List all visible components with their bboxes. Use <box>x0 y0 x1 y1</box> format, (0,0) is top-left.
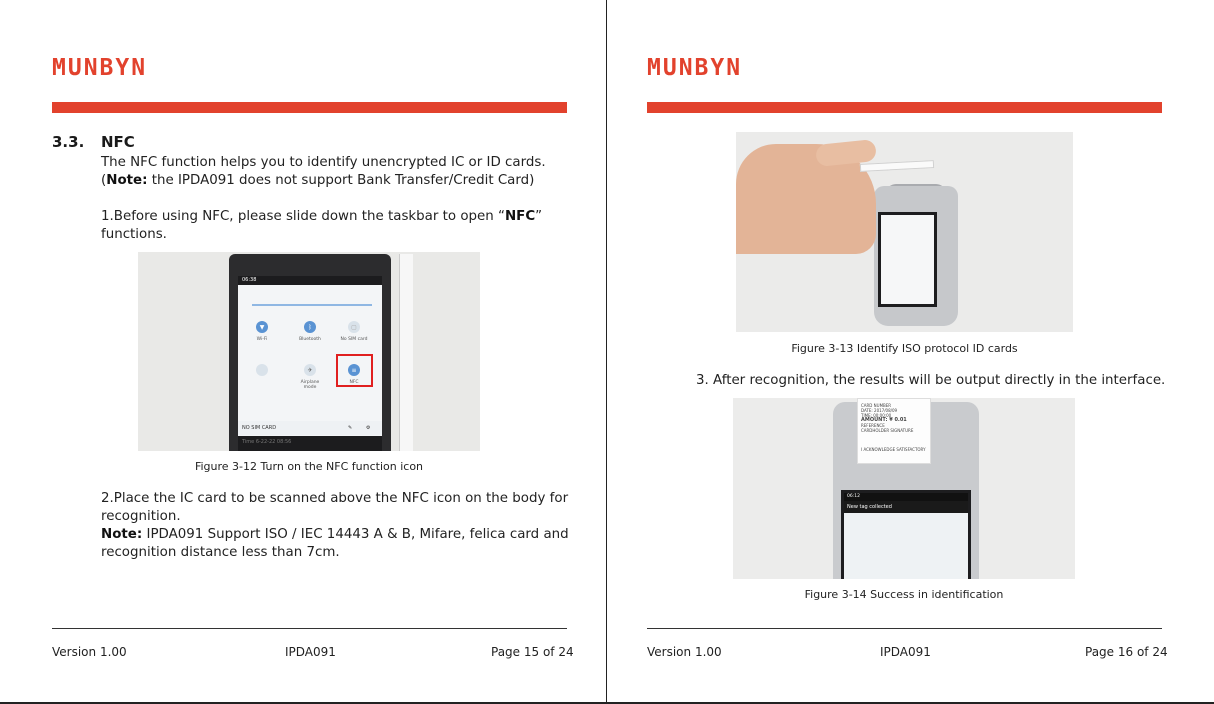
intro-line: The NFC function helps you to identify unencrypted IC or ID cards. <box>101 155 546 170</box>
tile-label: NFC <box>349 380 359 385</box>
sim-status <box>238 421 382 435</box>
flashlight-icon <box>256 364 268 376</box>
caption-3-13: Figure 3-13 Identify ISO protocol ID cards <box>791 342 1018 355</box>
nfc-icon: ≡ <box>348 364 360 376</box>
receipt-line: DATE: 2017/08/09 <box>861 408 898 413</box>
footer-rule <box>647 628 1162 629</box>
tile-label: No SIM card <box>340 337 368 342</box>
page-spine <box>606 0 607 704</box>
tablet-edge <box>399 254 413 451</box>
footer-page: Page 15 of 24 <box>491 645 574 659</box>
note-label: Note: <box>101 527 143 542</box>
step1-bold: NFC <box>504 209 536 224</box>
brand-logo: MUNBYN <box>647 55 743 81</box>
printed-receipt <box>857 398 931 464</box>
intro-paragraph <box>101 154 571 190</box>
receipt-line: CARD NUMBER <box>861 403 892 408</box>
status-bar: 06:38 <box>238 276 382 285</box>
sim-icon: ▢ <box>348 321 360 333</box>
step1-end: ” functions. <box>101 209 543 242</box>
receipt-amount: AMOUNT: ¥ 0.01 <box>861 417 907 423</box>
footer-model: IPDA091 <box>285 645 336 659</box>
pencil-icon: ✎ <box>348 425 353 431</box>
device-screen <box>878 212 937 307</box>
figure-3-12 <box>138 252 480 451</box>
wifi-icon: ▼ <box>256 321 268 333</box>
step3-paragraph: 3. After recognition, the results will be output directly in the interface. <box>696 373 1166 388</box>
section-title: NFC <box>101 133 135 151</box>
paren: ( <box>101 173 107 188</box>
header-bar <box>647 102 1162 113</box>
gear-icon: ⚙ <box>366 425 371 431</box>
receipt-line: I ACKNOWLEDGE SATISFACTORY <box>861 447 926 452</box>
screen-title: New tag collected <box>844 501 968 513</box>
nfc-highlight-box <box>336 354 373 387</box>
step2-paragraph <box>101 490 571 562</box>
note-label: Note: <box>106 173 148 188</box>
step2-text: 2.Place the IC card to be scanned above the NFC icon on the body for recognition. <box>101 491 569 524</box>
tile-bluetooth <box>294 321 326 342</box>
footer-version: Version 1.00 <box>647 645 722 659</box>
receipt-line: REFERENCE <box>861 423 885 428</box>
tile-airplane <box>294 364 326 390</box>
step2-note-text: IPDA091 Support ISO / IEC 14443 A & B, Mifare, felica card and recognition distance less than 7cm. <box>101 527 569 560</box>
sim-text: NO SIM CARD <box>242 425 277 431</box>
status-bar: 06:12 <box>844 493 968 501</box>
footer-page: Page 16 of 24 <box>1085 645 1168 659</box>
tile-sim <box>338 321 370 342</box>
figure-3-14 <box>733 398 1075 579</box>
figure-3-13 <box>736 132 1073 332</box>
tile-empty <box>246 364 278 380</box>
tile-label: Wi-Fi <box>256 337 268 342</box>
caption-3-14: Figure 3-14 Success in identification <box>804 588 1004 601</box>
receipt-line: CARDHOLDER SIGNATURE <box>861 428 914 433</box>
receipt-line: TIME: 00:00:00 <box>861 413 892 418</box>
id-card <box>860 160 934 172</box>
footer-model: IPDA091 <box>880 645 931 659</box>
device-screen <box>841 490 971 579</box>
tablet-bottom: Time 6-22-22 08:56 <box>238 436 382 451</box>
footer-rule <box>52 628 567 629</box>
brightness-slider <box>252 304 372 306</box>
header-bar <box>52 102 567 113</box>
section-number: 3.3. <box>52 133 85 151</box>
brand-logo: MUNBYN <box>52 55 148 81</box>
tile-label: Bluetooth <box>299 337 321 342</box>
airplane-icon: ✈ <box>304 364 316 376</box>
caption-3-12: Figure 3-12 Turn on the NFC function icon <box>194 460 424 473</box>
bluetooth-icon: ᛒ <box>304 321 316 333</box>
step1-text: 1.Before using NFC, please slide down the taskbar to open “ <box>101 209 505 224</box>
footer-version: Version 1.00 <box>52 645 127 659</box>
tile-label: Airplane mode <box>300 380 320 390</box>
step1-paragraph <box>101 208 571 244</box>
tile-wifi <box>246 321 278 342</box>
intro-note-text: the IPDA091 does not support Bank Transfer/Credit Card) <box>147 173 535 188</box>
